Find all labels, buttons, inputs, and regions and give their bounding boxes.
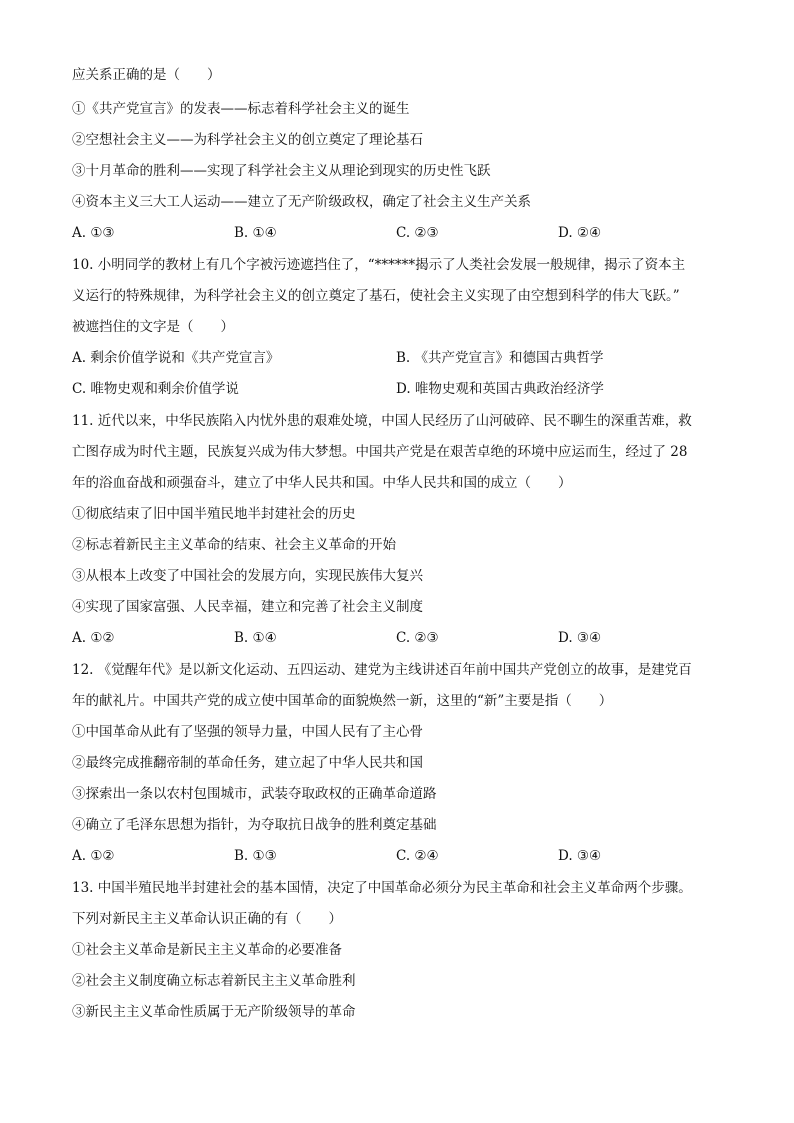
q11-stem-line-2: 亡图存成为时代主题，民族复兴成为伟大梦想。中国共产党是在艰苦卓绝的环境中应运而生，经过了 28 xyxy=(72,444,688,460)
q9-stem: 应关系正确的是（ ） xyxy=(72,67,221,83)
q13-stem-line-1: 13. 中国半殖民地半封建社会的基本国情，决定了中国革命必须分为民主革命和社会主义革命两个步骤。 xyxy=(72,880,692,896)
q11-statement-2: ②标志着新民主主义革命的结束、社会主义革命的开始 xyxy=(72,537,396,553)
q9-statement-4: ④资本主义三大工人运动——建立了无产阶级政权，确定了社会主义生产关系 xyxy=(72,194,531,210)
q12-statement-1: ①中国革命从此有了坚强的领导力量，中国人民有了主心骨 xyxy=(72,724,423,740)
q12-statement-2: ②最终完成推翻帝制的革命任务，建立起了中华人民共和国 xyxy=(72,755,423,771)
q11-statement-3: ③从根本上改变了中国社会的发展方向，实现民族伟大复兴 xyxy=(72,568,423,584)
q9-statement-1: ①《共产党宣言》的发表——标志着科学社会主义的诞生 xyxy=(72,101,410,117)
q13-statement-3: ③新民主主义革命性质属于无产阶级领导的革命 xyxy=(72,1004,356,1020)
q11-statement-1: ①彻底结束了旧中国半殖民地半封建社会的历史 xyxy=(72,506,356,522)
q12-statement-4: ④确立了毛泽东思想为指针，为夺取抗日战争的胜利奠定基础 xyxy=(72,817,437,833)
q10-option-b: B. 《共产党宣言》和德国古典哲学 xyxy=(396,350,604,366)
q9-option-a: A. ①③ xyxy=(72,225,115,241)
q13-statement-2: ②社会主义制度确立标志着新民主主义革命胜利 xyxy=(72,973,356,989)
q9-option-d: D. ②④ xyxy=(558,225,602,241)
q12-stem-line-1: 12. 《觉醒年代》是以新文化运动、五四运动、建党为主线讲述百年前中国共产党创立的故事，是建党百 xyxy=(72,662,692,678)
q11-statement-4: ④实现了国家富强、人民幸福，建立和完善了社会主义制度 xyxy=(72,599,423,615)
q10-stem-line-2: 义运行的特殊规律，为科学社会主义的创立奠定了基石，使社会主义实现了由空想到科学的伟大飞跃。” xyxy=(72,288,680,304)
q10-stem-line-3: 被遮挡住的文字是（ ） xyxy=(72,319,234,335)
q9-statement-3: ③十月革命的胜利——实现了科学社会主义从理论到现实的历史性飞跃 xyxy=(72,163,491,179)
q11-option-b: B. ①④ xyxy=(234,630,277,646)
q10-option-a: A. 剩余价值学说和《共产党宣言》 xyxy=(72,350,280,366)
q11-stem-line-1: 11. 近代以来，中华民族陷入内忧外患的艰难处境，中国人民经历了山河破碎、民不聊生的深重苦难，救 xyxy=(72,413,692,429)
q12-option-d: D. ③④ xyxy=(558,848,602,864)
q11-option-a: A. ①② xyxy=(72,630,115,646)
q9-statement-2: ②空想社会主义——为科学社会主义的创立奠定了理论基石 xyxy=(72,132,423,148)
q11-option-d: D. ③④ xyxy=(558,630,602,646)
q13-stem-line-2: 下列对新民主主义革命认识正确的有（ ） xyxy=(72,911,342,927)
q10-option-c: C. 唯物史观和剩余价值学说 xyxy=(72,381,239,397)
q12-statement-3: ③探索出一条以农村包围城市，武装夺取政权的正确革命道路 xyxy=(72,786,437,802)
q12-option-a: A. ①② xyxy=(72,848,115,864)
q11-stem-line-3: 年的浴血奋战和顽强奋斗，建立了中华人民共和国。中华人民共和国的成立（ ） xyxy=(72,475,572,491)
q12-option-c: C. ②④ xyxy=(396,848,439,864)
q9-option-c: C. ②③ xyxy=(396,225,439,241)
q10-option-d: D. 唯物史观和英国古典政治经济学 xyxy=(396,381,604,397)
q11-option-c: C. ②③ xyxy=(396,630,439,646)
q13-statement-1: ①社会主义革命是新民主主义革命的必要准备 xyxy=(72,942,342,958)
q9-option-b: B. ①④ xyxy=(234,225,277,241)
q12-stem-line-2: 年的献礼片。中国共产党的成立使中国革命的面貌焕然一新，这里的“新”主要是指（ ） xyxy=(72,693,613,709)
q12-option-b: B. ①③ xyxy=(234,848,277,864)
q10-stem-line-1: 10. 小明同学的教材上有几个字被污迹遮挡住了，“******揭示了人类社会发展一般规律，揭示了资本主 xyxy=(72,257,686,273)
